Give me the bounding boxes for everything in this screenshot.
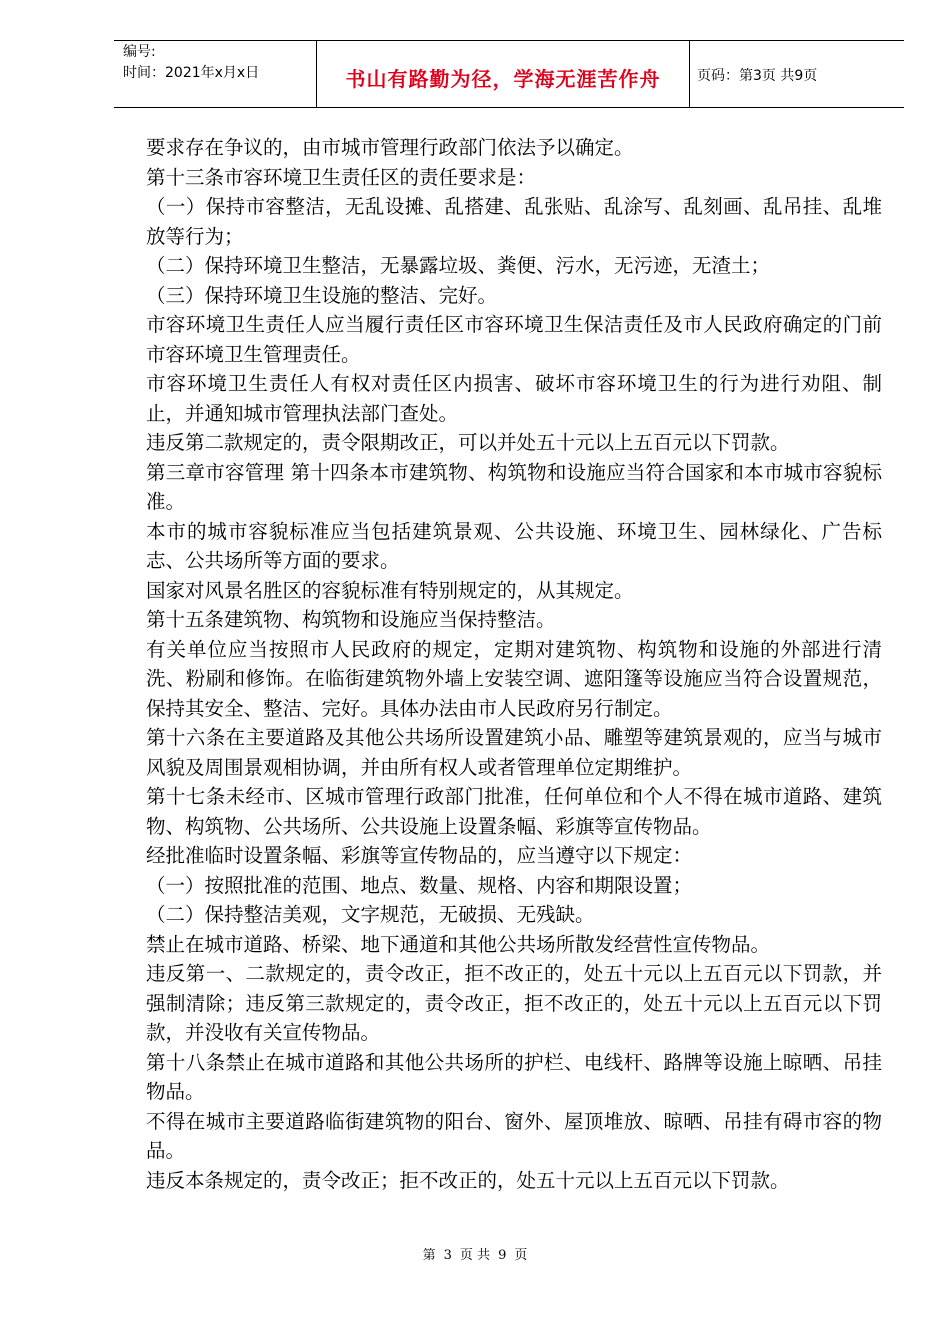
paragraph: 市容环境卫生责任人应当履行责任区市容环境卫生保洁责任及市人民政府确定的门前市容环境卫生管理责任。: [146, 313, 882, 366]
footer-middle: 页 共: [459, 1248, 491, 1263]
paragraph: 有关单位应当按照市人民政府的规定，定期对建筑物、构筑物和设施的外部进行清洗、粉刷和修饰。在临街建筑物外墙上安装空调、遮阳篷等设施应当符合设置规范，保持其安全、整洁、完好。具体办法由市人民政府另行制定。: [146, 637, 882, 720]
paragraph: 要求存在争议的，由市城市管理行政部门依法予以确定。: [146, 136, 634, 159]
document-body: [146, 133, 882, 1195]
paragraph: 不得在城市主要道路临街建筑物的阳台、窗外、屋顶堆放、晾晒、吊挂有碍市容的物品。: [146, 1109, 882, 1162]
header-meta: [114, 41, 316, 107]
time-label: 时间：2021年x月x日: [123, 65, 260, 81]
paragraph: （二）保持整洁美观，文字规范，无破损、无残缺。: [146, 903, 595, 926]
header-page-info: [690, 41, 904, 107]
footer-suffix: 页: [514, 1248, 528, 1263]
paragraph: （一）保持市容整洁，无乱设摊、乱搭建、乱张贴、乱涂写、乱刻画、乱吊挂、乱堆放等行为；: [146, 195, 882, 248]
paragraph: 第十八条禁止在城市道路和其他公共场所的护栏、电线杆、路牌等设施上晾晒、吊挂物品。: [146, 1050, 882, 1103]
paragraph: 禁止在城市道路、桥梁、地下通道和其他公共场所散发经营性宣传物品。: [146, 932, 771, 956]
page-footer: [0, 1244, 950, 1263]
footer-prefix: 第: [422, 1248, 436, 1263]
paragraph: 经批准临时设置条幅、彩旗等宣传物品的，应当遵守以下规定：: [146, 844, 693, 867]
paragraph: 第十六条在主要道路及其他公共场所设置建筑小品、雕塑等建筑景观的，应当与城市风貌及周围景观相协调，并由所有权人或者管理单位定期维护。: [146, 726, 882, 779]
motto: 书山有路勤为径，学海无涯苦作舟: [345, 66, 661, 91]
paragraph: （一）按照批准的范围、地点、数量、规格、内容和期限设置；: [146, 873, 693, 897]
paragraph: 市容环境卫生责任人有权对责任区内损害、破坏市容环境卫生的行为进行劝阻、制止，并通知城市管理执法部门查处。: [146, 372, 882, 425]
paragraph: 第十五条建筑物、构筑物和设施应当保持整洁。: [146, 608, 556, 631]
footer-current-page: 3: [443, 1248, 452, 1263]
paragraph: 违反第二款规定的，责令限期改正，可以并处五十元以上五百元以下罚款。: [146, 431, 790, 454]
paragraph: 第十三条市容环境卫生责任区的责任要求是：: [146, 165, 537, 189]
paragraph: 违反本条规定的，责令改正；拒不改正的，处五十元以上五百元以下罚款。: [146, 1168, 790, 1192]
paragraph: （三）保持环境卫生设施的整洁、完好。: [146, 283, 498, 307]
paragraph: 违反第一、二款规定的，责令改正，拒不改正的，处五十元以上五百元以下罚款，并强制清除；违反第三款规定的，责令改正，拒不改正的，处五十元以上五百元以下罚款，并没收有关宣传物品。: [146, 962, 882, 1044]
paragraph: 第十七条未经市、区城市管理行政部门批准，任何单位和个人不得在城市道路、建筑物、构筑物、公共场所、公共设施上设置条幅、彩旗等宣传物品。: [146, 785, 882, 838]
header-motto-cell: [316, 41, 690, 107]
paragraph: （二）保持环境卫生整洁，无暴露垃圾、粪便、污水，无污迹，无渣土；: [146, 254, 771, 277]
paragraph: 本市的城市容貌标准应当包括建筑景观、公共设施、环境卫生、园林绿化、广告标志、公共场所等方面的要求。: [146, 519, 882, 572]
paragraph: 国家对风景名胜区的容貌标准有特别规定的，从其规定。: [146, 578, 634, 602]
page-header: [114, 40, 904, 108]
footer-total-pages: 9: [498, 1248, 507, 1263]
page-info: 页码：第3页 共9页: [697, 68, 818, 84]
number-label: 编号:: [123, 44, 156, 60]
paragraph: 第三章市容管理 第十四条本市建筑物、构筑物和设施应当符合国家和本市城市容貌标准。: [146, 460, 882, 513]
